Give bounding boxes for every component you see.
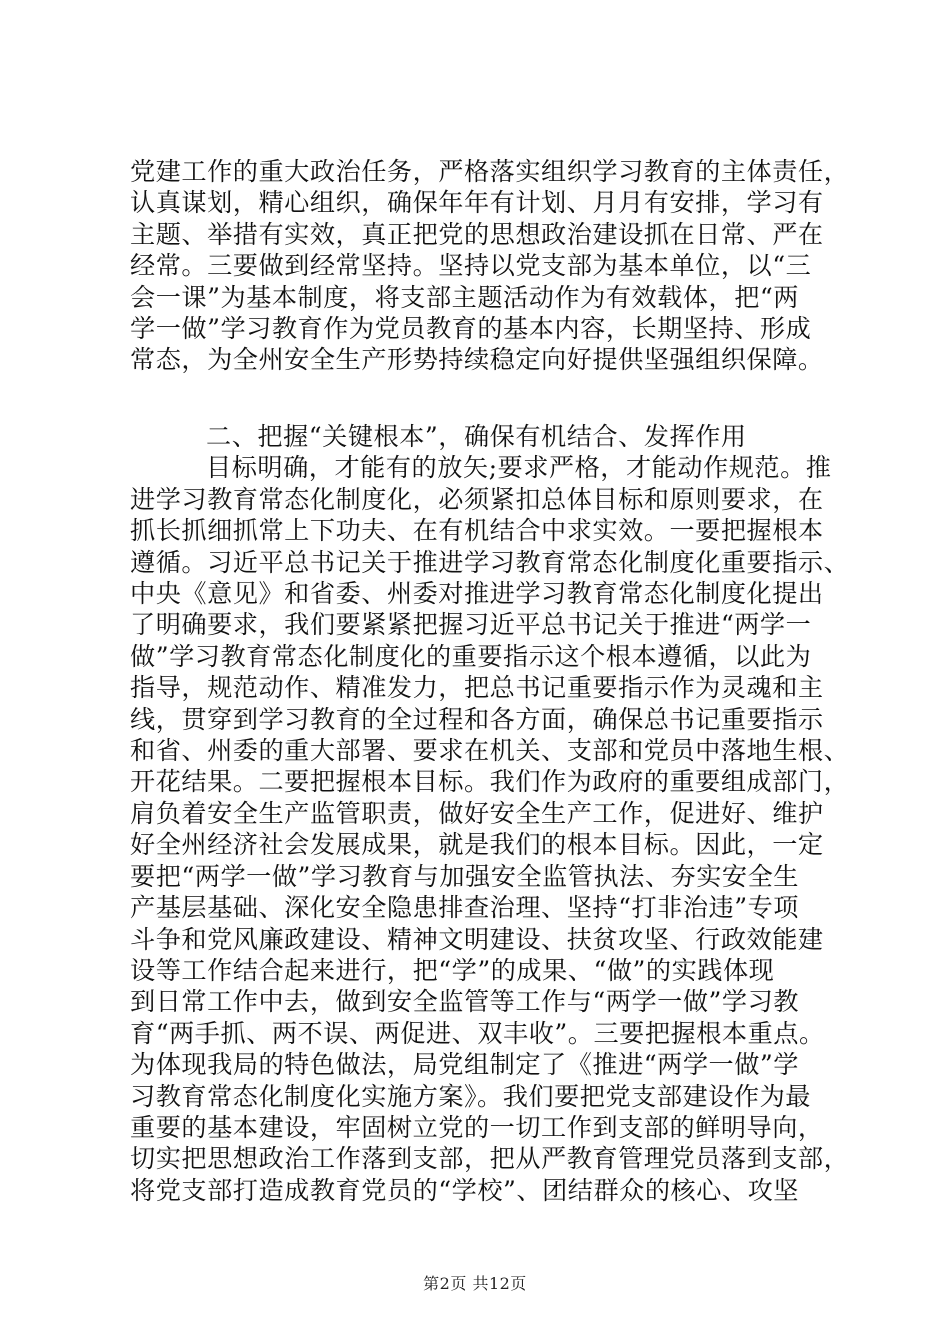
text-line: 到日常工作中去，做到安全监管等工作与“两学一做”学习教 <box>130 987 799 1017</box>
text-line: 做”学习教育常态化制度化的重要指示这个根本遵循，以此为 <box>130 641 812 671</box>
text-line: 产基层基础、深化安全隐患排查治理、坚持“打非治违”专项 <box>130 893 799 923</box>
text-line: 抓长抓细抓常上下功夫、在有机结合中求实效。一要把握根本 <box>130 516 824 546</box>
text-line: 中央《意见》和省委、州委对推进学习教育常态化制度化提出 <box>130 579 824 609</box>
text-line: 好全州经济社会发展成果，就是我们的根本目标。因此，一定 <box>130 830 824 860</box>
text-line: 开花结果。二要把握根本目标。我们作为政府的重要组成部门， <box>130 767 850 797</box>
section-heading: 二、把握“关键根本”，确保有机结合、发挥作用 <box>206 422 747 451</box>
text-line: 和省、州委的重大部署、要求在机关、支部和党员中落地生根、 <box>130 736 850 766</box>
text-line: 要把“两学一做”学习教育与加强安全监管执法、夯实安全生 <box>130 861 799 891</box>
text-line: 习教育常态化制度化实施方案》。我们要把党支部建设作为最 <box>130 1081 811 1111</box>
text-line: 经常。三要做到经常坚持。坚持以党支部为基本单位，以“三 <box>130 251 812 281</box>
text-line: 党建工作的重大政治任务，严格落实组织学习教育的主体责任， <box>130 157 850 186</box>
text-line: 遵循。习近平总书记关于推进学习教育常态化制度化重要指示、 <box>130 547 850 577</box>
text-line: 切实把思想政治工作落到支部，把从严教育管理党员落到支部， <box>130 1144 850 1174</box>
text-line: 育“两手抓、两不误、两促进、双丰收”。三要把握根本重点。 <box>130 1018 825 1048</box>
text-line: 目标明确，才能有的放矢;要求严格，才能动作规范。推 <box>206 453 832 483</box>
paragraph-continuation <box>130 156 850 376</box>
text-line: 指导，规范动作、精准发力，把总书记重要指示作为灵魂和主 <box>130 673 824 703</box>
text-line: 设等工作结合起来进行，把“学”的成果、“做”的实践体现 <box>130 955 775 985</box>
text-line: 常态，为全州安全生产形势持续稳定向好提供坚强组织保障。 <box>130 345 824 375</box>
text-line: 主题、举措有实效，真正把党的思想政治建设抓在日常、严在 <box>130 219 824 249</box>
text-line: 斗争和党风廉政建设、精神文明建设、扶贫攻坚、行政效能建 <box>130 924 824 954</box>
text-line: 认真谋划，精心组织，确保年年有计划、月月有安排，学习有 <box>130 188 824 218</box>
text-line: 将党支部打造成教育党员的“学校”、团结群众的核心、攻坚 <box>130 1175 799 1205</box>
text-line: 会一课”为基本制度，将支部主题活动作为有效载体，把“两 <box>130 282 799 312</box>
text-line: 肩负着安全生产监管职责，做好安全生产工作，促进好、维护 <box>130 798 824 828</box>
text-line: 重要的基本建设，牢固树立党的一切工作到支部的鲜明导向， <box>130 1112 824 1142</box>
text-line: 为体现我局的特色做法，局党组制定了《推进“两学一做”学 <box>130 1050 799 1080</box>
section-two <box>130 421 850 1206</box>
text-line: 进学习教育常态化制度化，必须紧扣总体目标和原则要求，在 <box>130 484 824 514</box>
text-line: 了明确要求，我们要紧紧把握习近平总书记关于推进“两学一 <box>130 610 812 640</box>
page-number-footer: 第2页 共12页 <box>423 1274 527 1293</box>
text-line: 学一做”学习教育作为党员教育的基本内容，长期坚持、形成 <box>130 314 812 344</box>
text-line: 线，贯穿到学习教育的全过程和各方面，确保总书记重要指示 <box>130 704 824 734</box>
